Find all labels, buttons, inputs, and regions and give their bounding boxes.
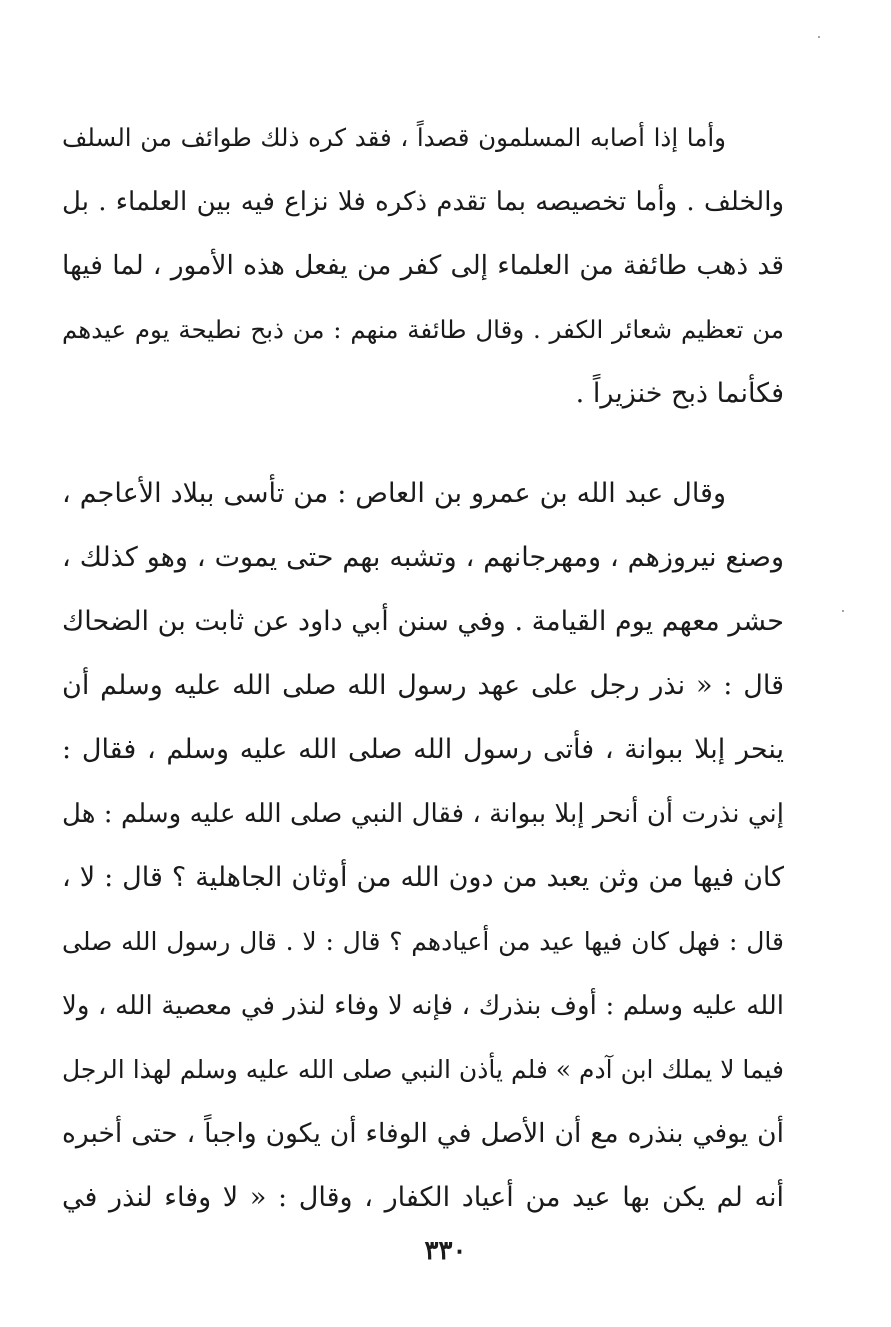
paragraph-2 [62,462,784,1230]
scan-speck [818,36,820,38]
text-line: حشر معهم يوم القيامة . وفي سنن أبي داود عن ثابت بن الضحاك [62,606,784,637]
text-line: من تعظيم شعائر الكفر . وقال طائفة منهم : من ذبح نطيحة يوم عيدهم [62,315,784,344]
text-line: فكأنما ذبح خنزيراً . [575,378,784,409]
page-number: ٣٣٠ [424,1236,467,1266]
text-line: قال : « نذر رجل على عهد رسول الله صلى الله عليه وسلم أن [62,670,784,701]
text-line: وصنع نيروزهم ، ومهرجانهم ، وتشبه بهم حتى يموت ، وهو كذلك ، [62,542,784,573]
scan-speck [842,610,844,612]
text-line: قال : فهل كان فيها عيد من أعيادهم ؟ قال : لا . قال رسول الله صلى [62,927,784,956]
text-line: وقال عبد الله بن عمرو بن العاص : من تأسى ببلاد الأعاجم ، [62,478,726,509]
text-line: إني نذرت أن أنحر إبلا ببوانة ، فقال النبي صلى الله عليه وسلم : هل [62,799,784,829]
paragraph-1 [62,106,784,426]
text-line: أنه لم يكن بها عيد من أعياد الكفار ، وقال : « لا وفاء لنذر في [62,1182,784,1213]
text-line: والخلف . وأما تخصيصه بما تقدم ذكره فلا نزاع فيه بين العلماء . بل [62,187,784,217]
text-line: الله عليه وسلم : أوف بنذرك ، فإنه لا وفاء لنذر في معصية الله ، ولا [62,991,784,1021]
text-line: قد ذهب طائفة من العلماء إلى كفر من يفعل هذه الأمور ، لما فيها [62,250,784,281]
text-line: ينحر إبلا ببوانة ، فأتى رسول الله صلى الله عليه وسلم ، فقال : [62,734,784,765]
text-line: وأما إذا أصابه المسلمون قصداً ، فقد كره ذلك طوائف من السلف [62,123,726,152]
text-line: كان فيها من وثن يعبد من دون الله من أوثان الجاهلية ؟ قال : لا ، [62,862,784,893]
text-line: فيما لا يملك ابن آدم » فلم يأذن النبي صلى الله عليه وسلم لهذا الرجل [62,1055,784,1084]
text-line: أن يوفي بنذره مع أن الأصل في الوفاء أن يكون واجباً ، حتى أخبره [62,1118,784,1149]
